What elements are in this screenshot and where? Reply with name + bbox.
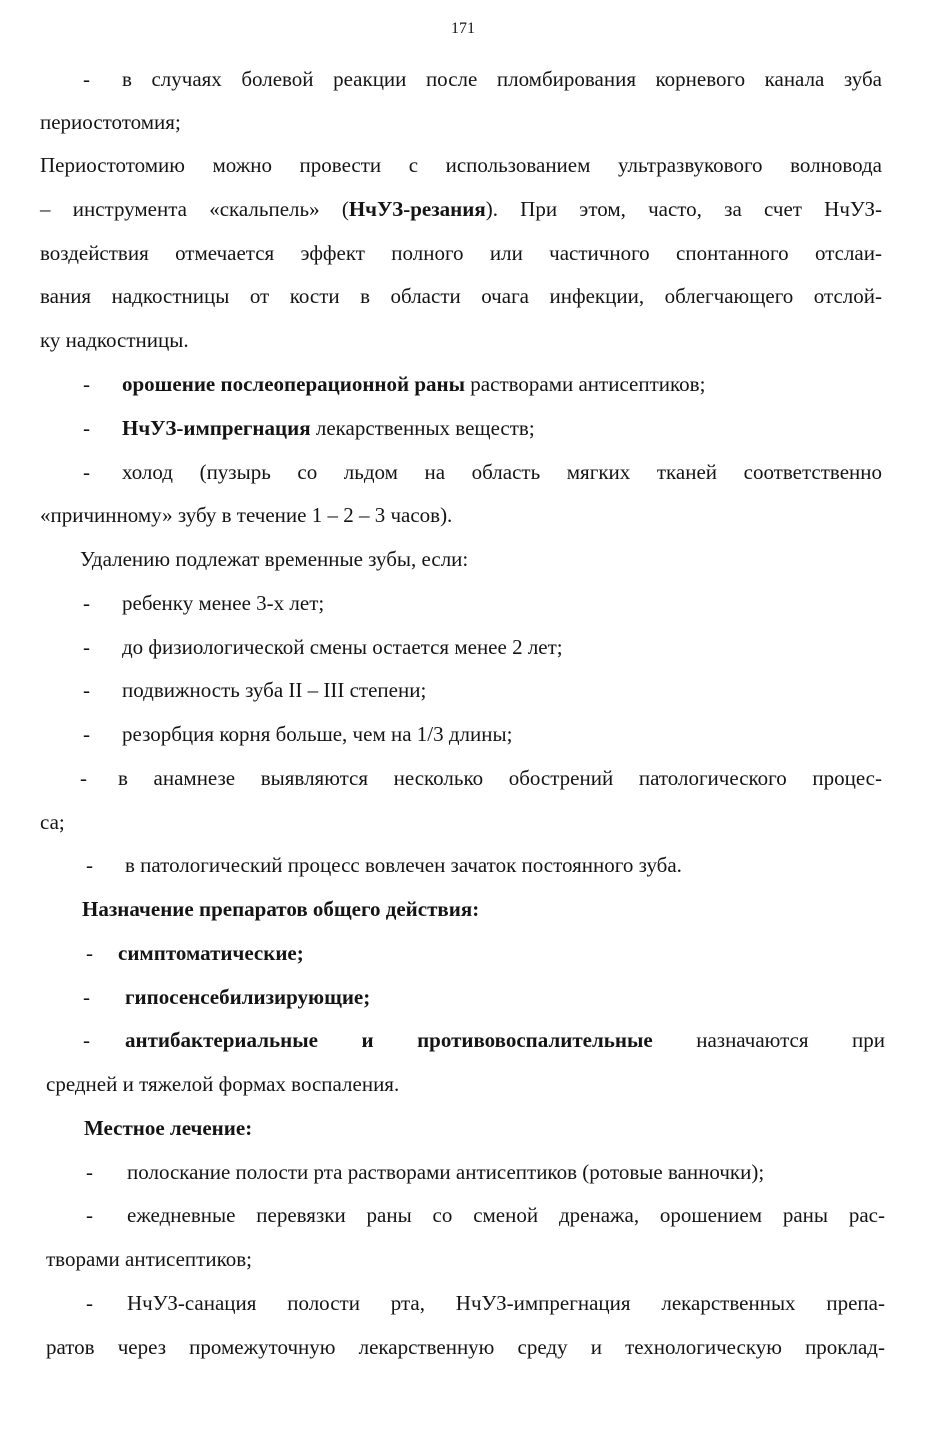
list-dash: - (83, 635, 90, 659)
page-number: 171 (451, 20, 475, 37)
section-intro: Удалению подлежат временные зубы, если: (80, 547, 469, 571)
list-item-text: НчУЗ-импрегнация лекарственных веществ; (122, 416, 535, 440)
list-item-text: в случаях болевой реакции после пломбирования корневого канала зуба (122, 67, 882, 91)
paragraph-line: вания надкостницы от кости в области очага инфекции, облегчающего отслой- (40, 284, 882, 308)
list-item-text: «причинному» зубу в течение 1 – 2 – 3 часов). (40, 503, 453, 527)
list-dash: - (83, 67, 90, 91)
list-item-text: творами антисептиков; (46, 1247, 252, 1271)
list-item-text: холод (пузырь со льдом на область мягких тканей соответственно (122, 460, 882, 484)
list-dash: - (83, 678, 90, 702)
list-item-text: подвижность зуба II – III степени; (122, 678, 427, 702)
paragraph-line: – инструмента «скальпель» (НчУЗ-резания). При этом, часто, за счет НчУЗ- (40, 197, 883, 221)
list-dash: - (86, 1291, 93, 1315)
list-item-text: са; (40, 810, 65, 834)
list-item-text: в патологический процесс вовлечен зачаток постоянного зуба. (125, 853, 682, 877)
list-item-text: антибактериальные и противовоспалительные назначаются при (125, 1028, 885, 1052)
section-heading: Местное лечение: (84, 1116, 253, 1140)
list-dash: - (83, 460, 90, 484)
bold-term: НчУЗ-резания (348, 197, 486, 221)
list-item-text: симптоматические; (118, 941, 304, 965)
list-item-text: до физиологической смены остается менее 2 лет; (122, 635, 563, 659)
list-item-text: полоскание полости рта растворами антисептиков (ротовые ванночки); (127, 1160, 765, 1184)
list-item-text: ежедневные перевязки раны со сменой дренажа, орошением раны рас- (127, 1203, 885, 1227)
list-item-text: в анамнезе выявляются несколько обострений патологического процес- (118, 766, 882, 790)
list-item-text: средней и тяжелой формах воспаления. (46, 1072, 400, 1096)
list-dash: - (80, 766, 87, 790)
list-item-text: НчУЗ-санация полости рта, НчУЗ-импрегнация лекарственных препа- (127, 1291, 885, 1315)
list-item-text: резорбция корня больше, чем на 1/3 длины; (122, 722, 513, 746)
list-item-text: гипосенсебилизирующие; (125, 985, 371, 1009)
paragraph-line: Периостотомию можно провести с использованием ультразвукового волновода (40, 153, 882, 177)
list-dash: - (83, 985, 90, 1009)
list-dash: - (83, 1028, 90, 1052)
list-dash: - (86, 1160, 93, 1184)
list-item-text: ребенку менее 3-х лет; (122, 591, 325, 615)
paragraph-line: ку надкостницы. (40, 328, 189, 352)
list-dash: - (86, 853, 93, 877)
list-dash: - (86, 1203, 93, 1227)
list-item-text: ратов через промежуточную лекарственную среду и технологическую проклад- (46, 1335, 885, 1359)
list-item-text: периостотомия; (40, 110, 181, 134)
list-item-text: орошение послеоперационной раны растворами антисептиков; (122, 372, 706, 396)
list-dash: - (83, 722, 90, 746)
section-heading: Назначение препаратов общего действия: (82, 897, 480, 921)
list-dash: - (86, 941, 93, 965)
list-dash: - (83, 591, 90, 615)
list-dash: - (83, 416, 90, 440)
list-dash: - (83, 372, 90, 396)
paragraph-line: воздействия отмечается эффект полного или частичного спонтанного отслаи- (40, 241, 882, 265)
